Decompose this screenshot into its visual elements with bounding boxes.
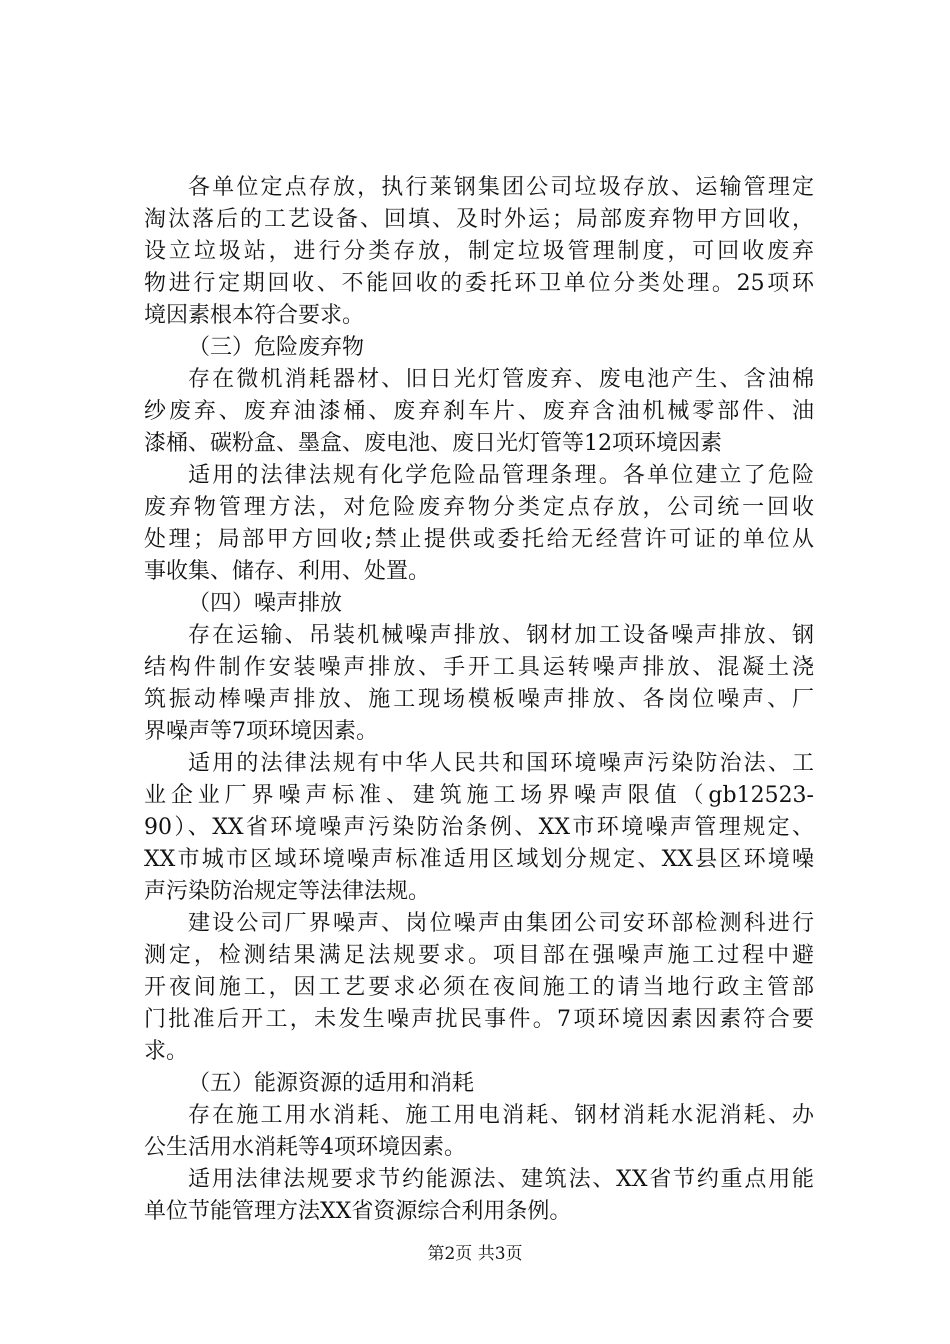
text-line: 物进行定期回收、不能回收的委托环卫单位分类处理。25项环 [144, 271, 814, 296]
text-line: 淘汰落后的工艺设备、回填、及时外运；局部废弃物甲方回收， [144, 207, 814, 232]
section-heading [144, 588, 814, 620]
text-line: 适用的法律法规有中华人民共和国环境噪声污染防治法、工 [188, 751, 814, 776]
text-line: 门批准后开工，未发生噪声扰民事件。7项环境因素因素符合要 [144, 1007, 814, 1032]
paragraph [144, 364, 814, 460]
text-line: 存在施工用水消耗、施工用电消耗、钢材消耗水泥消耗、办 [188, 1103, 814, 1128]
text-line: 纱废弃、废弃油漆桶、废弃刹车片、废弃含油机械零部件、油 [144, 399, 814, 424]
text-line: 各单位定点存放，执行莱钢集团公司垃圾存放、运输管理定 [188, 175, 814, 200]
paragraph [144, 620, 814, 748]
heading-text: （四）噪声排放 [188, 591, 343, 616]
text-line: 业企业厂界噪声标准、建筑施工场界噪声限值（gb12523- [144, 783, 814, 808]
text-line: 存在微机消耗器材、旧日光灯管废弃、废电池产生、含油棉 [188, 367, 814, 392]
text-line: 设立垃圾站，进行分类存放，制定垃圾管理制度，可回收废弃 [144, 239, 814, 264]
text-line: 漆桶、碳粉盒、墨盒、废电池、废日光灯管等12项环境因素 [144, 431, 722, 456]
paragraph [144, 908, 814, 1068]
text-line: 废弃物管理方法，对危险废弃物分类定点存放，公司统一回收 [144, 495, 814, 520]
section-heading [144, 332, 814, 364]
paragraph [144, 172, 814, 332]
text-line: 适用法律法规要求节约能源法、建筑法、XX省节约重点用能 [188, 1167, 814, 1192]
text-line: 事收集、储存、利用、处置。 [144, 559, 431, 584]
text-line: 建设公司厂界噪声、岗位噪声由集团公司安环部检测科进行 [188, 911, 814, 936]
heading-text: （五）能源资源的适用和消耗 [188, 1071, 475, 1096]
text-line: 境因素根本符合要求。 [144, 303, 365, 328]
paragraph [144, 748, 814, 908]
text-line: 90）、XX省环境噪声污染防治条例、XX市环境噪声管理规定、 [144, 815, 814, 840]
heading-text: （三）危险废弃物 [188, 335, 365, 360]
text-line: 公生活用水消耗等4项环境因素。 [144, 1135, 466, 1160]
text-line: 适用的法律法规有化学危险品管理条理。各单位建立了危险 [188, 463, 814, 488]
text-line: 筑振动棒噪声排放、施工现场模板噪声排放、各岗位噪声、厂 [144, 687, 814, 712]
text-line: 处理；局部甲方回收;禁止提供或委托给无经营许可证的单位从 [144, 527, 814, 552]
text-line: 声污染防治规定等法律法规。 [144, 879, 431, 904]
text-line: 开夜间施工，因工艺要求必须在夜间施工的请当地行政主管部 [144, 975, 814, 1000]
paragraph [144, 1164, 814, 1228]
text-line: XX市城市区域环境噪声标准适用区域划分规定、XX县区环境噪 [144, 847, 814, 872]
section-heading [144, 1068, 814, 1100]
text-line: 存在运输、吊装机械噪声排放、钢材加工设备噪声排放、钢 [188, 623, 814, 648]
text-line: 界噪声等7项环境因素。 [144, 719, 378, 744]
page-footer: 第2页 共3页 [427, 1244, 523, 1264]
text-line: 结构件制作安装噪声排放、手开工具运转噪声排放、混凝土浇 [144, 655, 814, 680]
paragraph [144, 1100, 814, 1164]
document-body [144, 172, 814, 1228]
paragraph [144, 460, 814, 588]
text-line: 测定，检测结果满足法规要求。项目部在强噪声施工过程中避 [144, 943, 814, 968]
text-line: 单位节能管理方法XX省资源综合利用条例。 [144, 1199, 572, 1224]
text-line: 求。 [144, 1039, 189, 1064]
